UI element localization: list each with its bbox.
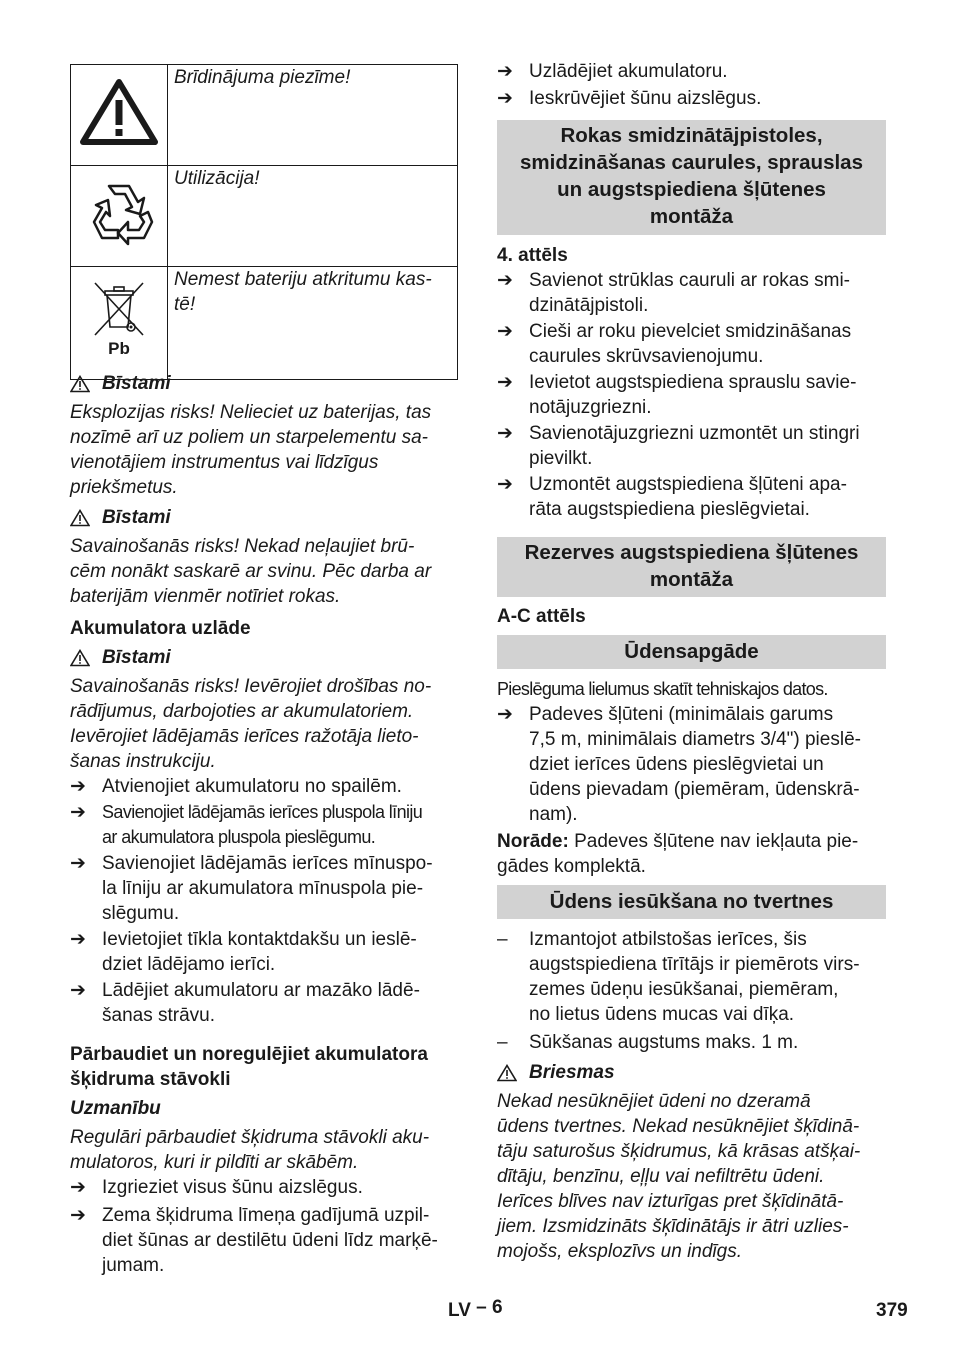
mounting-steps-list [497,268,886,522]
danger-heading: Briesmas [497,1060,615,1085]
arrow-icon: ➔ [70,980,86,1001]
note-paragraph [497,829,886,879]
warning-text-2: Savainošanās risks! Nekad neļaujiet brū- cēm nonākt saskarē ar svinu. Pēc darba ar baterijām vienmēr notīriet rokas. [70,536,432,607]
warning-heading-1: Bīstami [70,371,171,396]
warning-text-3: Savainošanās risks! Ievērojiet drošības no- rādījumus, darbojoties ar akumulatoriem. Ievērojiet lādējamās ierīces ražotāja lieto- šanas instrukciju. [70,676,432,772]
arrow-icon: ➔ [497,372,513,393]
figure-reference-4: 4. attēls [497,245,568,266]
charge-steps-list [70,774,460,1028]
symbol-row-recycling [71,166,458,267]
arrow-icon: ➔ [70,853,86,874]
figure-reference-a-c: A-C attēls [497,606,586,627]
list-item: ➔ Atvienojiet akumulatoru no spailēm. [70,776,402,797]
list-item: ➔ Savienot strūklas cauruli ar rokas smi- dzinātājpistoli. [497,270,850,316]
warning-heading-3: Bīstami [70,645,171,670]
list-item: ➔ Cieši ar roku pievelciet smidzināšanas caurules skrūvsavienojumu. [497,321,852,367]
warning-triangle-icon [70,649,90,667]
list-item: ➔ Savienojiet lādējamās ierīces pluspola līniju ar akumulatora pluspola pieslēgumu. [70,800,460,850]
list-item: ➔ Uzlādējiet akumulatoru. [497,61,728,82]
bin-label-pb: Pb [108,339,130,358]
list-item: ➔ Lādējiet akumulatoru ar mazāko lādē- šanas strāvu. [70,980,420,1026]
warning-triangle-icon [497,1064,517,1082]
list-item: ➔ Zema šķidruma līmeņa gadījumā uzpil- diet šūnas ar destilētu ūdeni līdz marķē- jumam. [70,1205,438,1276]
top-steps-list [497,59,886,111]
danger-text: Nekad nesūknējiet ūdeni no dzeramā ūdens tvertnes. Nekad nesūknējiet šķīdinā- tāju saturošus šķidrumus, kā krāsas atšķai- dītāju, benzīnu, eļļu vai nefiltrētu ūdeni. Ierīces blīves nav izturīgas pret šķīdinātā- jiem. Izsmidzināts šķīdinātājs ir ātri uzlies- mojošs, eksplozīvs un indīgs. [497,1091,861,1262]
section-heading-water-suction: Ūdens iesūkšana no tvertnes [497,885,886,919]
arrow-icon: ➔ [497,704,513,725]
arrow-icon: ➔ [70,1205,86,1226]
arrow-icon: ➔ [497,321,513,342]
caution-text: Regulāri pārbaudiet šķidruma stāvokli aku- mulatoros, kuri ir pildīti ar skābēm. [70,1127,430,1173]
list-item: ➔ Ieskrūvējiet šūnu aizslēgus. [497,88,762,109]
page-number: 379 [876,1300,908,1321]
note-label: Norāde: [497,831,569,852]
symbol-row-warning [71,65,458,166]
arrow-icon: ➔ [70,1177,86,1198]
note-text: Padeves šļūtene nav iekļauta pie- gādes komplektā. [497,831,859,877]
list-item: – Sūkšanas augstums maks. 1 m. [497,1032,799,1053]
arrow-icon: ➔ [70,776,86,797]
symbol-text-warning: Brīdinājuma piezīme! [168,65,458,166]
symbol-text-bin: Nemest bateriju atkritumu kas- tē! [168,267,458,380]
section-heading-spare-hose: Rezerves augstspiediena šļūtenes montāža [497,537,886,597]
arrow-icon: ➔ [497,423,513,444]
list-item: – Izmantojot atbilstošas ierīces, šis augstspiediena tīrītājs ir piemērots virs- zemes ūdeņu iesūkšanai, piemēram, no lietus ūdens mucas vai dīķa. [497,929,860,1025]
list-item: ➔ Ievietot augstspiediena sprauslu savie- notājuzgriezni. [497,372,857,418]
list-item: ➔ Savienojiet lādējamās ierīces mīnuspo- la līniju ar akumulatora mīnuspola pie- slēgumu. [70,853,433,924]
arrow-icon: ➔ [497,61,513,82]
list-item: ➔ Padeves šļūteni (minimālais garums 7,5 m, minimālais diametrs 3/4") pieslē- dziet ierīces ūdens pieslēgvietai un ūdens pievadam (piemēram, ūdenskrā- nam). [497,704,861,825]
section-heading-water-supply: Ūdensapgāde [497,635,886,669]
arrow-icon: ➔ [497,270,513,291]
check-steps-list [70,1175,460,1278]
arrow-icon: ➔ [70,929,86,950]
arrow-icon: ➔ [70,802,86,823]
list-item: ➔ Uzmontēt augstspiediena šļūteni apa- rāta augstspiediena pieslēgvietai. [497,474,847,520]
list-item: ➔ Savienotājuzgriezni uzmontēt un stingri pievilkt. [497,423,860,469]
warning-text-1: Eksplozijas risks! Nelieciet uz baterijas, tas nozīmē arī uz poliem un starpelementu sa- vienotājiem instrumentus vai līdzīgus priekšmetus. [70,402,432,498]
warning-heading-2: Bīstami [70,505,171,530]
caution-heading: Uzmanību [70,1098,161,1119]
arrow-icon: ➔ [497,474,513,495]
symbol-row-bin [71,267,458,380]
symbol-text-recycling: Utilizācija! [168,166,458,267]
heading-battery-charging: Akumulatora uzlāde [70,618,251,639]
supply-text: Pieslēguma lielumus skatīt tehniskajos datos. [497,679,828,699]
warning-triangle-icon [70,375,90,393]
list-item: ➔ Ievietojiet tīkla kontaktdakšu un ieslē- dziet lādējamo ierīci. [70,929,417,975]
arrow-icon: ➔ [497,88,513,109]
supply-steps-list [497,702,886,827]
heading-check-fluid: Pārbaudiet un noregulējiet akumulatora šķidruma stāvokli [70,1044,428,1090]
footer-language-page: LV – 6 [448,1297,503,1321]
suction-list [497,927,886,1055]
crossed-bin-icon [91,279,147,337]
warning-triangle-icon [70,509,90,527]
section-heading-spray-gun-mounting: Rokas smidzinātājpistoles, smidzināšanas caurules, sprauslas un augstspiediena šļūtenes montāža [497,120,886,235]
recycling-icon [82,178,156,248]
warning-triangle-icon [80,78,158,146]
list-item: ➔ Izgrieziet visus šūnu aizslēgus. [70,1177,363,1198]
symbol-table [70,64,458,380]
